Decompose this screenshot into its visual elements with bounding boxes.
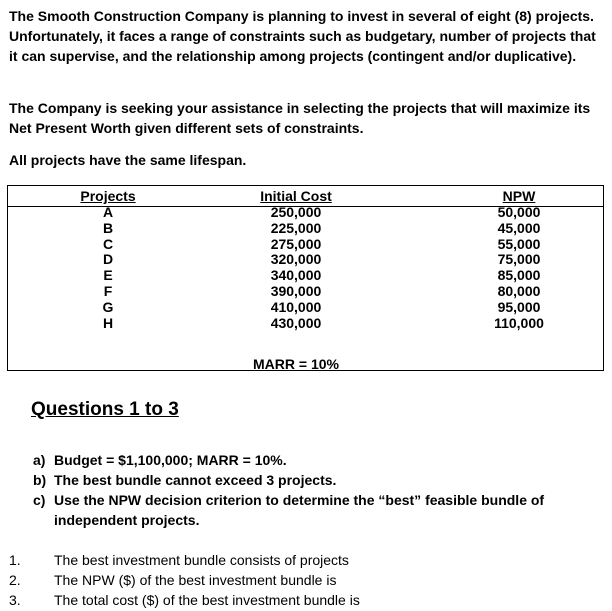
npw-cell: 75,000 [497,251,541,268]
cost-cell: 250,000 [270,204,322,220]
question-text: The NPW ($) of the best investment bundle is [54,572,337,588]
cost-cell: 340,000 [270,267,322,284]
projects-column [68,186,148,331]
questions-title: Questions 1 to 3 [31,399,179,420]
npw-cell: 110,000 [494,314,544,331]
question-text: The total cost ($) of the best investment bundle is [54,592,360,608]
constraints-list [33,450,603,530]
npw-cell: 95,000 [497,298,541,315]
question-item [9,590,599,610]
cost-cell: 430,000 [270,314,322,331]
cost-cell: 275,000 [270,235,322,252]
cost-cell: 320,000 [270,251,322,268]
constraint-text: Budget = $1,100,000; MARR = 10%. [54,452,287,468]
project-cell: A [102,204,114,220]
constraint-text: Use the NPW decision criterion to determine the “best” feasible bundle of independent projects. [54,492,545,528]
intro-paragraph-3: All projects have the same lifespan. [9,152,247,168]
project-cell: H [102,314,114,331]
project-cell: D [102,251,114,268]
cost-cell: 390,000 [270,282,322,299]
projects-header: Projects [80,188,136,204]
project-cell: B [102,219,114,236]
constraint-item [33,490,603,530]
npw-cell: 80,000 [497,282,541,299]
npw-cell: 55,000 [497,235,541,252]
constraint-item [33,470,603,490]
question-number: 1. [9,552,21,568]
initial-cost-header: Initial Cost [260,188,332,204]
projects-table [7,185,604,371]
project-cell: E [103,267,113,284]
question-text: The best investment bundle consists of projects [54,552,349,568]
constraint-label: a) [33,452,46,468]
project-cell: C [102,235,114,252]
npw-cell: 85,000 [497,267,541,284]
constraint-item [33,450,603,470]
npw-column [464,186,574,331]
cost-cell: 410,000 [270,298,322,315]
initial-cost-column [236,186,356,331]
question-item [9,570,599,590]
question-list [9,550,599,610]
project-cell: G [102,298,114,315]
constraint-text: The best bundle cannot exceed 3 projects. [54,472,337,488]
intro-paragraph-2: The Company is seeking your assistance in selecting the projects that will maximize its Net Present Worth given different sets of constraints. [9,100,591,136]
npw-cell: 50,000 [497,204,541,220]
constraint-label: b) [33,472,47,488]
npw-cell: 45,000 [497,219,541,236]
marr-note: MARR = 10% [253,356,339,372]
project-cell: F [103,282,113,299]
question-number: 3. [9,592,21,608]
question-item [9,550,599,570]
intro-paragraph-1: The Smooth Construction Company is planning to invest in several of eight (8) projects. Unfortunately, it faces a range of constraints such as budgetary, number of projects that it can supervise, and the relationship among projects (contingent and/or duplicative). [9,8,596,64]
npw-header: NPW [502,188,536,204]
question-number: 2. [9,572,21,588]
cost-cell: 225,000 [270,219,322,236]
constraint-label: c) [33,492,46,508]
